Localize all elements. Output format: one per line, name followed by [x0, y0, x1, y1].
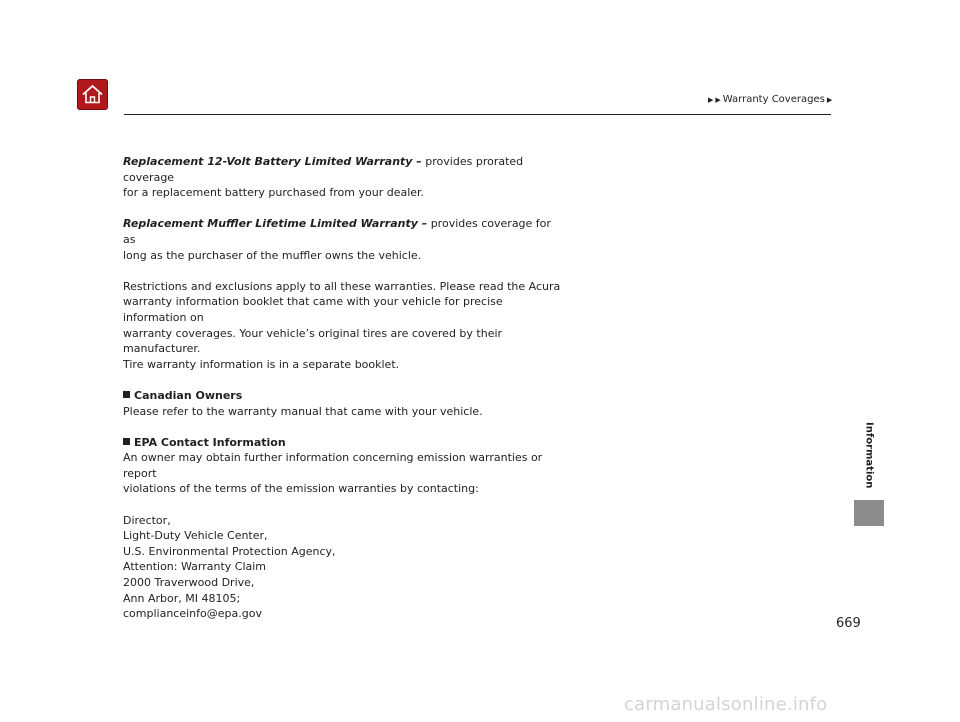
home-button[interactable] [77, 79, 108, 110]
battery-warranty-text: provides prorated coverage [123, 155, 524, 184]
battery-warranty-text-2: for a replacement battery purchased from your dealer. [123, 186, 425, 200]
breadcrumb [708, 94, 832, 105]
muffler-warranty-paragraph [123, 216, 563, 263]
restrictions-line: warranty information booklet that came with your vehicle for precise information on [123, 295, 503, 324]
muffler-warranty-text: provides coverage for as [123, 217, 551, 246]
address-line: Ann Arbor, MI 48105; [123, 591, 241, 605]
square-bullet-icon [123, 438, 130, 445]
restrictions-line: Restrictions and exclusions apply to all these warranties. Please read the Acura [123, 279, 561, 293]
watermark: carmanualsonline.info [624, 694, 828, 715]
muffler-warranty-title: Replacement Muffler Lifetime Limited Warranty – [123, 217, 428, 231]
page-number: 669 [836, 616, 861, 631]
address-line: U.S. Environmental Protection Agency, [123, 544, 336, 558]
section-tab-marker [854, 500, 884, 526]
home-icon [81, 83, 104, 106]
epa-address [123, 513, 563, 622]
battery-warranty-title: Replacement 12-Volt Battery Limited Warranty – [123, 155, 422, 168]
address-line: Light-Duty Vehicle Center, [123, 529, 268, 543]
muffler-warranty-text-2: long as the purchaser of the muffler owns the vehicle. [123, 248, 422, 262]
battery-warranty-paragraph [123, 154, 563, 201]
section-tab-label: Information [863, 421, 875, 489]
breadcrumb-arrow-icon: ▶ [708, 95, 714, 104]
restrictions-line: Tire warranty information is in a separate booklet. [123, 357, 400, 371]
epa-contact-text-2: violations of the terms of the emission warranties by contacting: [123, 482, 479, 496]
restrictions-line: warranty coverages. Your vehicle’s original tires are covered by their manufacturer. [123, 326, 503, 356]
epa-contact-heading: EPA Contact Information [123, 435, 563, 451]
email-link[interactable]: complianceinfo@epa.gov [123, 607, 262, 621]
page-content [123, 154, 563, 622]
square-bullet-icon [123, 391, 130, 398]
address-line: 2000 Traverwood Drive, [123, 576, 255, 590]
breadcrumb-arrow-icon: ▶ [826, 95, 833, 104]
epa-contact-text: An owner may obtain further information concerning emission warranties or report [123, 451, 543, 480]
address-line: Director, [123, 513, 171, 527]
canadian-owners-heading: Canadian Owners [123, 388, 563, 404]
epa-contact-paragraph [123, 450, 563, 497]
canadian-owners-text: Please refer to the warranty manual that came with your vehicle. [123, 404, 483, 418]
breadcrumb-link-warranty-coverages[interactable]: Warranty Coverages [722, 94, 825, 105]
section-tab-information[interactable] [854, 415, 884, 495]
header-divider [124, 114, 831, 115]
address-line: Attention: Warranty Claim [123, 560, 267, 574]
restrictions-paragraph [123, 279, 563, 373]
breadcrumb-arrow-icon: ▶ [715, 95, 721, 104]
